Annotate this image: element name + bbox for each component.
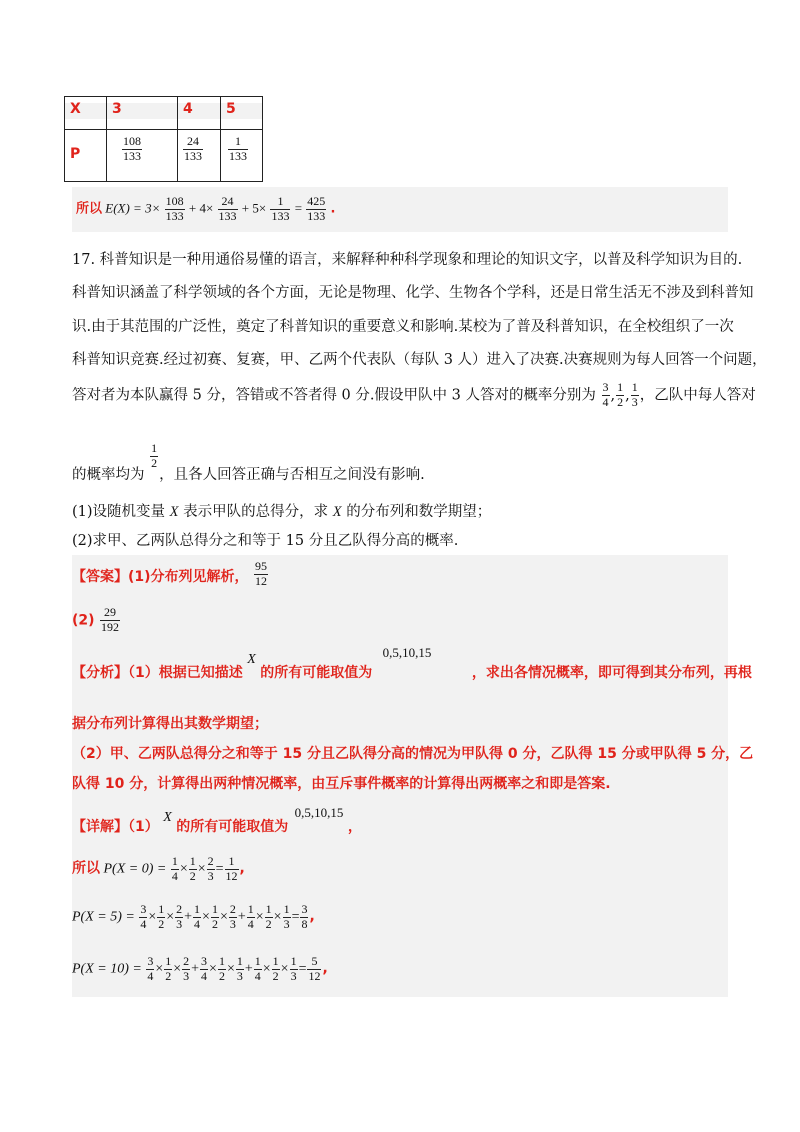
problem-line-5: 答对者为本队赢得 5 分，答错或不答者得 0 分.假设甲队中 3 人答对的概率分别为 $\frac{3}{4}$ , $\frac{1}{2}$ , $\frac{1}{3}$ ，乙队中每人答对	[72, 380, 756, 409]
detail-line-1: 【详解】（1） X 的所有可能取值为 0,5,10,15 ，	[72, 805, 362, 835]
prob-cell: $\frac{1}{133}$	[229, 134, 247, 163]
analysis-line-4: 队得 10 分，计算得出两种情况概率，由互斥事件概率的计算得出两概率之和即是答案.	[72, 776, 611, 792]
distribution-table	[64, 96, 263, 182]
table-prob-row	[65, 130, 263, 182]
analysis-line-1: 【分析】（1）根据已知描述 X 的所有可能取值为 0,5,10,15 ，求出各情况概率，即可得到其分布列，再根	[72, 645, 752, 681]
problem-line-3: 识.由于其范围的广泛性，奠定了科普知识的重要意义和影响.某校为了普及科普知识，在全校组织了一次	[72, 319, 734, 335]
expectation-block: 所以 E(X) = 3× $\frac{108}{133}$ + 4× $\frac{24}{133}$ + 5× $\frac{1}{133}$ = $\frac{425}{133}$ .	[72, 187, 728, 232]
prob-cell: $\frac{108}{133}$	[123, 134, 141, 163]
analysis-line-2: 据分布列计算得出其数学期望；	[72, 716, 268, 732]
table-header-row	[65, 97, 263, 130]
problem-line-4: 科普知识竞赛.经过初赛、复赛，甲、乙两个代表队（每队 3 人）进入了决赛.决赛规则为每人回答一个问题，	[72, 352, 767, 368]
answer-line: 【答案】(1)分布列见解析， $\frac{95}{12}$	[72, 559, 267, 588]
header-cell: 3	[107, 97, 177, 129]
problem-line-2: 科普知识涵盖了科学领域的各个方面，无论是物理、化学、生物各个学科，还是日常生活无不涉及到科普知	[72, 285, 754, 301]
question-2: (2)求甲、乙两队总得分之和等于 15 分且乙队得分高的概率.	[72, 533, 459, 549]
header-cell: 5	[221, 97, 262, 129]
analysis-line-3: （2）甲、乙两队总得分之和等于 15 分且乙队得分高的情况为甲队得 0 分，乙队得 15 分或甲队得 5 分，乙	[72, 746, 754, 762]
expectation-formula: E(X) = 3×	[105, 200, 161, 216]
problem-line-6: 的概率均为 $\frac{1}{2}$ ，且各人回答正确与否相互之间没有影响.	[72, 441, 425, 483]
p-x-5-line: P(X = 5) = $\frac{3}{4}$ × $\frac{1}{2}$ × $\frac{2}{3}$ + $\frac{1}{4}$ × $\frac{1}{2}$ × $\frac{2}{3}$ + $\frac{1}{4}$ × $\frac{1}{2}$ × $\frac{1}{3}$ = $\frac{3}{8}$ ,	[72, 902, 315, 931]
question-1: (1)设随机变量 X 表示甲队的总得分，求 X 的分布列和数学期望；	[72, 504, 492, 520]
problem-number: 17.	[72, 252, 96, 268]
prob-label-cell: P	[70, 146, 81, 162]
prob-cell: $\frac{24}{133}$	[184, 134, 202, 163]
problem-line-1: 17. 科普知识是一种用通俗易懂的语言，来解释种种科学现象和理论的知识文字，以普及科学知识为目的.	[72, 252, 743, 268]
p-x-10-line: P(X = 10) = $\frac{3}{4}$ × $\frac{1}{2}$ × $\frac{2}{3}$ + $\frac{3}{4}$ × $\frac{1}{2}$ × $\frac{1}{3}$ + $\frac{1}{4}$ × $\frac{1}{2}$ × $\frac{1}{3}$ = $\frac{5}{12}$ ,	[72, 954, 328, 983]
header-cell: X	[65, 97, 106, 129]
header-cell: 4	[178, 97, 220, 129]
answer-2-line: (2) $\frac{29}{192}$	[72, 605, 119, 634]
p-x-0-line: 所以 P(X = 0) = $\frac{1}{4}$ × $\frac{1}{2}$ × $\frac{2}{3}$ = $\frac{1}{12}$ ,	[72, 854, 245, 883]
